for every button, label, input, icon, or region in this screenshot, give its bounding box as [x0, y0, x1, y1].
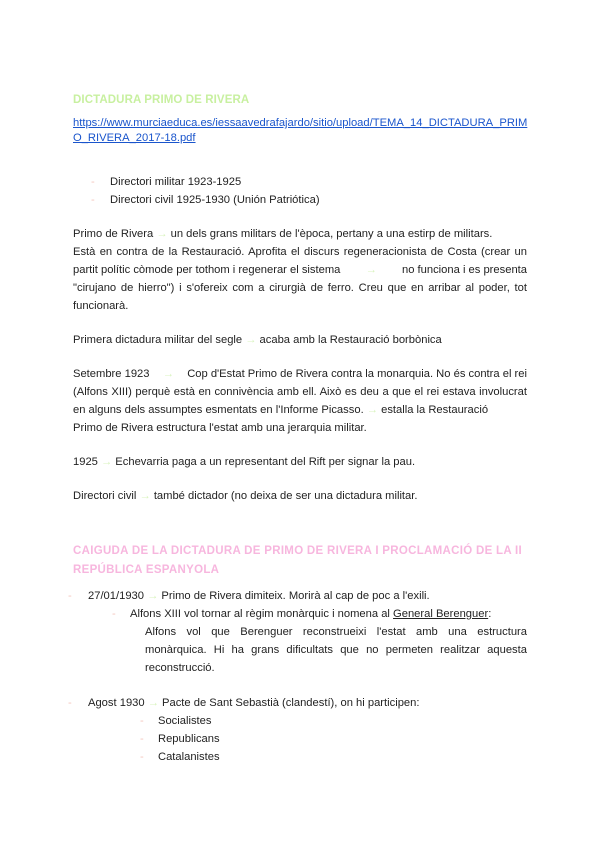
arrow-icon: → [365, 264, 377, 276]
list-item: Directori militar 1923-1925 [110, 176, 242, 188]
arrow-icon: → [245, 334, 257, 346]
paragraph-line: monàrquica. Hi ha grans dificultats que no permeten realitzar aquesta [145, 644, 527, 656]
source-link-line-1[interactable]: https://www.murciaeduca.es/iessaavedrafajardo/sitio/upload/TEMA_14_DICTADURA_PRIM [73, 117, 528, 129]
list-item: Republicans [158, 733, 220, 745]
arrow-icon: → [366, 404, 378, 416]
list-item: Alfons XIII vol tornar al règim monàrquic i nomena al General Berenguer: [130, 608, 492, 620]
list-bullet: - [68, 590, 72, 602]
arrow-icon: → [147, 590, 159, 602]
paragraph-line: Directori civil → també dictador (no deixa de ser una dictadura militar. [73, 490, 418, 502]
list-bullet: - [140, 733, 144, 745]
list-item: Socialistes [158, 715, 212, 727]
section-title-dictadura: DICTADURA PRIMO DE RIVERA [73, 94, 250, 106]
section-title-caiguda-line-2: REPÚBLICA ESPANYOLA [73, 564, 220, 576]
list-item: Agost 1930 → Pacte de Sant Sebastià (clandestí), on hi participen: [88, 697, 420, 709]
list-bullet: - [112, 608, 116, 620]
list-bullet: - [68, 697, 72, 709]
list-bullet: - [91, 176, 95, 188]
paragraph-line: Està en contra de la Restauració. Aprofita el discurs regeneracionista de Costa (crear un [73, 246, 527, 258]
source-link-line-2[interactable]: O_RIVERA_2017-18.pdf [73, 132, 196, 144]
paragraph-line: Primo de Rivera estructura l'estat amb una jerarquia militar. [73, 422, 367, 434]
arrow-icon: → [162, 368, 174, 380]
section-title-caiguda-line-1: CAIGUDA DE LA DICTADURA DE PRIMO DE RIVERA I PROCLAMACIÓ DE LA II [73, 545, 523, 557]
paragraph-line: reconstrucció. [145, 662, 215, 674]
arrow-icon: → [101, 456, 113, 468]
arrow-icon: → [147, 697, 159, 709]
arrow-icon: → [156, 228, 168, 240]
list-item: 27/01/1930 → Primo de Rivera dimiteix. Morirà al cap de poc a l'exili. [88, 590, 430, 602]
list-bullet: - [140, 715, 144, 727]
paragraph-line: Primera dictadura militar del segle → acaba amb la Restauració borbònica [73, 334, 442, 346]
paragraph-line: Setembre 1923 → Cop d'Estat Primo de Rivera contra la monarquia. No és contra el rei [73, 368, 527, 380]
list-bullet: - [91, 194, 95, 206]
paragraph-line: Alfons vol que Berenguer reconstrueixi l'estat amb una estructura [145, 626, 527, 638]
list-item: Directori civil 1925-1930 (Unión Patriótica) [110, 194, 320, 206]
paragraph-line: "cirujano de hierro") i s'ofereix com a cirurgià de ferro. Creu que en arribar al poder, tot [73, 282, 527, 294]
paragraph-line: (Alfons XIII) perquè està en connivència amb ell. Això es deu a que el rei estava involucrat [73, 386, 527, 398]
list-bullet: - [140, 751, 144, 763]
arrow-icon: → [139, 490, 151, 502]
paragraph-line: en alguns dels assumptes esmentats en l'Informe Picasso. → estalla la Restauració [73, 404, 489, 416]
list-item: Catalanistes [158, 751, 220, 763]
general-berenguer-link[interactable]: General Berenguer [393, 608, 489, 620]
paragraph-line: 1925 → Echevarria paga a un representant del Rift per signar la pau. [73, 456, 416, 468]
paragraph-line: partit polític còmode per tothom i regenerar el sistema → no funciona i es presenta [73, 264, 527, 276]
paragraph-line: funcionarà. [73, 300, 129, 312]
paragraph-line: Primo de Rivera → un dels grans militars de l'època, pertany a una estirp de militars. [73, 228, 493, 240]
